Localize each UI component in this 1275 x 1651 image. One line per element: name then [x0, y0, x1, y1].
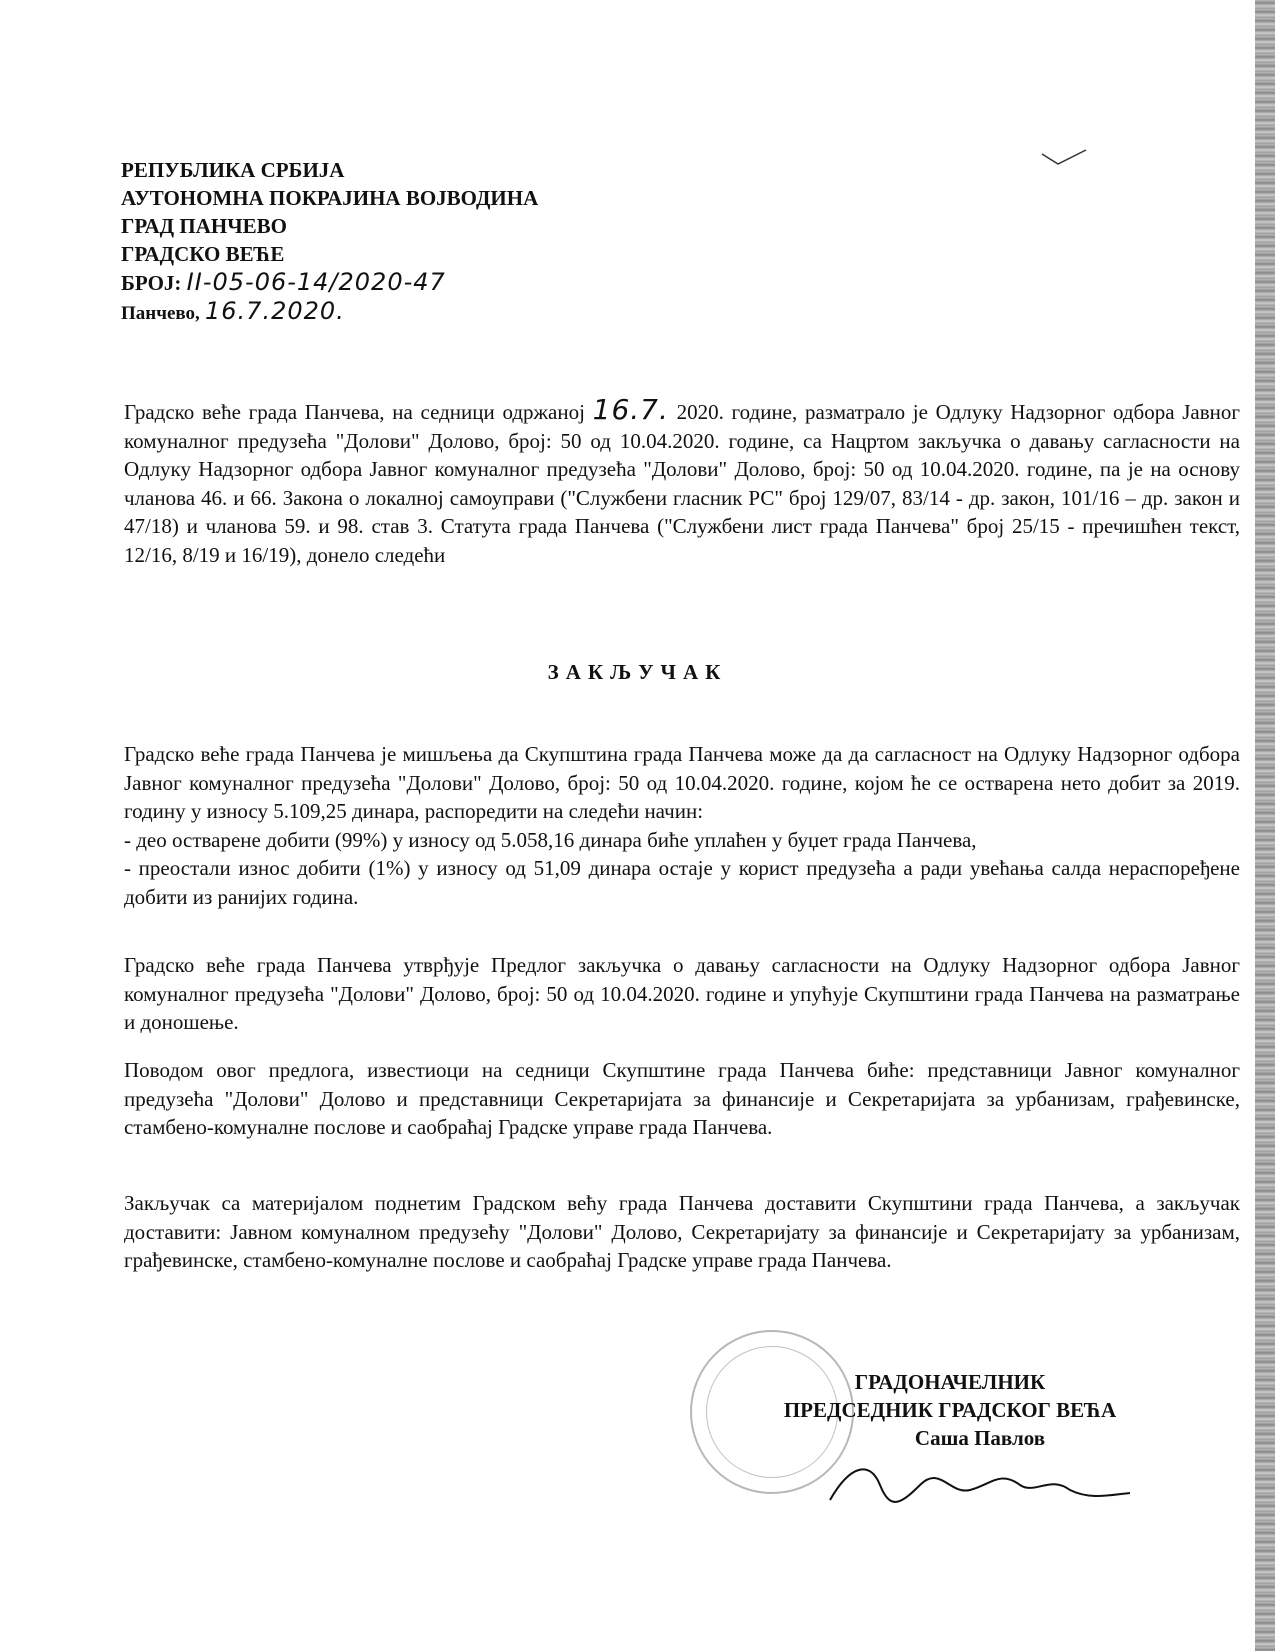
paragraph-opinion [124, 740, 1240, 911]
number-label: БРОЈ: [121, 271, 182, 295]
signatory-title: ПРЕДСЕДНИК ГРАДСКОГ ВЕЋА [783, 1398, 1117, 1422]
header-line: АУТОНОМНА ПОКРАЈИНА ВОЈВОДИНА [121, 186, 539, 210]
handwritten-signature [820, 1455, 1140, 1515]
signature-block [760, 1368, 1140, 1452]
handwritten-date: 16.7.2020. [205, 297, 345, 325]
document-title: ЗАКЉУЧАК [547, 660, 728, 684]
scan-edge [1255, 0, 1275, 1651]
paragraph-reporters: Поводом овог предлога, известиоци на седници Скупштине града Панчева биће: представници Јавног комуналног предузећа "Долови" Долово и представници Секретаријата за финансије и Секретаријата за урбанизам, грађевинске, стамбено-комуналне послове и саобраћај Градске управе града Панчева. [124, 1058, 1240, 1139]
intro-paragraph [124, 393, 1240, 569]
document-header [121, 156, 538, 328]
header-line: ГРАДСКО ВЕЋЕ [121, 242, 285, 266]
handwritten-number: II-05-06-14/2020-47 [186, 268, 446, 296]
signatory-name: Саша Павлов [914, 1426, 1046, 1450]
document-place-date [121, 297, 538, 328]
intro-text: 2020. године, разматрало је Одлуку Надзорног одбора Јавног комуналног предузећа "Долови" Долово, број: 50 од 10.04.2020. године, са Нацртом закључка о давању сагласности на Одлуку Надзорног одбора Јавног комуналног предузећа "Долови" Долово, број: 50 од 10.04.2020. године, па је на основу чланова 46. и 66. Закона о локалној самоуправи ("Службени гласник РС" број 129/07, 83/14 - др. закон, 101/16 – др. закон и 47/18) и чланова 59. и 98. став 3. Статута града Панчева ("Службени лист града Панчева" број 25/15 - пречишћен текст, 12/16, 8/19 и 16/19), донело следећи [124, 400, 1240, 567]
paragraph-proposal: Градско веће града Панчева утврђује Предлог закључка о давању сагласности на Одлуку Надзорног одбора Јавног комуналног предузећа "Долови" Долово, број: 50 од 10.04.2020. године и упућује Скупштини града Панчева на разматрање и доношење. [124, 953, 1240, 1034]
list-item: - део остварене добити (99%) у износу од 5.058,16 динара биће уплаћен у буџет града Панчева, [124, 827, 977, 852]
paragraph-delivery: Закључак са материјалом поднетим Градском већу града Панчева доставити Скупштини града Панчева, а закључак доставити: Јавном комуналном предузећу "Долови" Долово, Секретаријату за финансије и Секретаријату за урбанизам, грађевинске, стамбено-комуналне послове и саобраћај Градске управе града Панчева. [124, 1191, 1240, 1272]
intro-text: Градско веће града Панчева, на седници одржаној [124, 400, 593, 424]
handwritten-session-date: 16.7. [592, 393, 669, 426]
check-mark-icon [1040, 148, 1090, 168]
list-item: - преостали износ добити (1%) у износу од 51,09 динара остаје у корист предузећа а ради увећања салда нераспоређене добити из ранијих година. [124, 856, 1240, 909]
header-line: РЕПУБЛИКА СРБИЈА [121, 158, 345, 182]
paragraph-text: Градско веће града Панчева је мишљења да Скупштина града Панчева може да да сагласност на Одлуку Надзорног одбора Јавног комуналног предузећа "Долови" Долово, број: 50 од 10.04.2020. године, којом ће се остварена нето добит за 2019. годину у износу 5.109,25 динара, распоредити на следећи начин: [124, 742, 1240, 823]
document-number [121, 268, 538, 297]
signatory-title: ГРАДОНАЧЕЛНИК [854, 1370, 1046, 1394]
header-line: ГРАД ПАНЧЕВО [121, 214, 287, 238]
place-label: Панчево, [121, 303, 200, 324]
